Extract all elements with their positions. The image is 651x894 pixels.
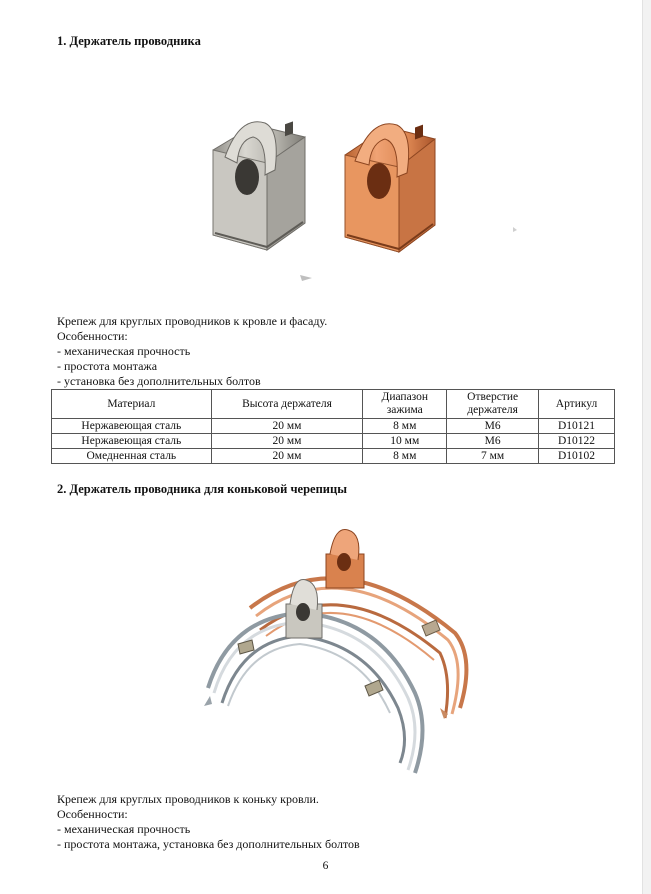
conductor-holder-photo xyxy=(195,95,525,285)
section-2-description xyxy=(57,792,360,852)
header-clamp-range: Диапазон зажима xyxy=(363,390,447,419)
cell-article: D10102 xyxy=(539,449,615,464)
description-line: Крепеж для круглых проводников к кровле и фасаду. xyxy=(57,314,328,328)
header-height: Высота держателя xyxy=(211,390,363,419)
section-2-heading xyxy=(57,482,347,497)
description-line: Особенности: xyxy=(57,807,128,821)
cell-article: D10122 xyxy=(539,434,615,449)
cell-height: 20 мм xyxy=(211,434,363,449)
steel-holder-icon xyxy=(213,121,305,250)
table-row xyxy=(52,434,615,449)
cell-height: 20 мм xyxy=(211,449,363,464)
copper-holder-icon xyxy=(345,124,435,252)
description-line: - механическая прочность xyxy=(57,344,191,358)
description-line: - простота монтажа, установка без дополнительных болтов xyxy=(57,837,360,851)
ridge-holder-photo xyxy=(190,518,480,783)
cell-material: Нержавеющая сталь xyxy=(52,434,212,449)
cell-material: Нержавеющая сталь xyxy=(52,419,212,434)
description-line: Особенности: xyxy=(57,329,128,343)
description-line: - установка без дополнительных болтов xyxy=(57,374,261,388)
section-1-heading: 1. Держатель проводника xyxy=(57,34,201,48)
header-article: Артикул xyxy=(539,390,615,419)
table-row xyxy=(52,419,615,434)
header-hole: Отверстие держателя xyxy=(447,390,539,419)
cell-clamp-range: 10 мм xyxy=(363,434,447,449)
page-number: 6 xyxy=(322,860,329,872)
cell-article: D10121 xyxy=(539,419,615,434)
table-header-row xyxy=(52,390,615,419)
cell-height: 20 мм xyxy=(211,419,363,434)
cell-hole: М6 xyxy=(447,419,539,434)
section-2-title: . Держатель проводника для коньковой черепицы xyxy=(63,482,347,496)
section-2-number: 2 xyxy=(57,482,64,496)
table-row xyxy=(52,449,615,464)
cell-clamp-range: 8 мм xyxy=(363,449,447,464)
description-line: Крепеж для круглых проводников к коньку кровли. xyxy=(57,792,319,806)
page-edge xyxy=(642,0,651,894)
section-1-description xyxy=(57,314,327,389)
description-line: - простота монтажа xyxy=(57,359,158,373)
cell-hole: М6 xyxy=(447,434,539,449)
description-line: - механическая прочность xyxy=(57,822,191,836)
steel-ridge-holder-icon xyxy=(204,580,423,774)
cell-hole: 7 мм xyxy=(447,449,539,464)
specification-table xyxy=(51,389,615,464)
header-material: Материал xyxy=(52,390,212,419)
cell-clamp-range: 8 мм xyxy=(363,419,447,434)
cell-material: Омедненная сталь xyxy=(52,449,212,464)
